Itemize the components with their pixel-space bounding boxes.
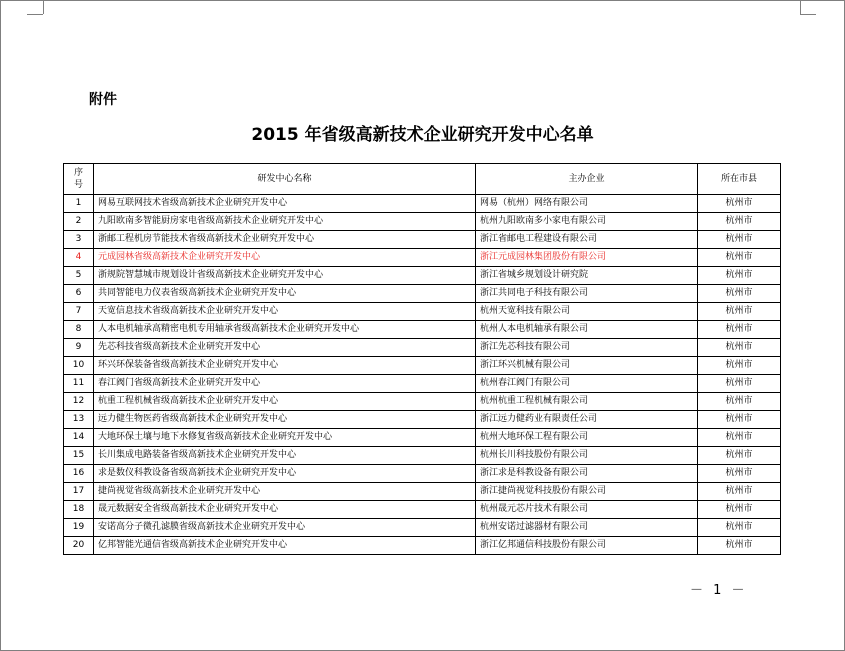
cell-seq: 14 [64, 429, 94, 447]
cell-center-name: 浙邮工程机房节能技术省级高新技术企业研究开发中心 [94, 231, 476, 249]
cell-city: 杭州市 [698, 339, 781, 357]
cell-company: 浙江共同电子科技有限公司 [476, 285, 698, 303]
cell-center-name: 先芯科技省级高新技术企业研究开发中心 [94, 339, 476, 357]
cell-company: 杭州杭重工程机械有限公司 [476, 393, 698, 411]
cell-city: 杭州市 [698, 537, 781, 555]
cell-city: 杭州市 [698, 501, 781, 519]
table-row [64, 519, 781, 537]
cell-seq: 12 [64, 393, 94, 411]
cell-center-name: 晟元数据安全省级高新技术企业研究开发中心 [94, 501, 476, 519]
cell-city: 杭州市 [698, 357, 781, 375]
cell-company: 杭州九阳欧南多小家电有限公司 [476, 213, 698, 231]
cell-city: 杭州市 [698, 447, 781, 465]
cell-seq: 15 [64, 447, 94, 465]
header-seq-line2: 号 [73, 180, 83, 190]
page-title: 2015 年省级高新技术企业研究开发中心名单 [251, 125, 594, 145]
cell-seq: 1 [64, 195, 94, 213]
cell-center-name: 共同智能电力仪表省级高新技术企业研究开发中心 [94, 285, 476, 303]
cell-seq: 2 [64, 213, 94, 231]
cell-company: 杭州长川科技股份有限公司 [476, 447, 698, 465]
crop-mark-top-right [800, 0, 801, 14]
table-header-row [64, 164, 781, 195]
cell-city: 杭州市 [698, 231, 781, 249]
cell-company: 杭州春江阀门有限公司 [476, 375, 698, 393]
table-row [64, 429, 781, 447]
cell-seq: 8 [64, 321, 94, 339]
cell-city: 杭州市 [698, 267, 781, 285]
cell-center-name: 人本电机轴承高精密电机专用轴承省级高新技术企业研究开发中心 [94, 321, 476, 339]
cell-city: 杭州市 [698, 249, 781, 267]
cell-city: 杭州市 [698, 465, 781, 483]
cell-company: 浙江远力健药业有限责任公司 [476, 411, 698, 429]
cell-city: 杭州市 [698, 375, 781, 393]
header-center-name: 研发中心名称 [94, 164, 476, 195]
table-row [64, 339, 781, 357]
cell-center-name: 网易互联网技术省级高新技术企业研究开发中心 [94, 195, 476, 213]
cell-city: 杭州市 [698, 321, 781, 339]
cell-center-name: 求是数仪科教设备省级高新技术企业研究开发中心 [94, 465, 476, 483]
cell-center-name: 天宽信息技术省级高新技术企业研究开发中心 [94, 303, 476, 321]
cell-center-name: 远力健生物医药省级高新技术企业研究开发中心 [94, 411, 476, 429]
cell-center-name: 大地环保土壤与地下水修复省级高新技术企业研究开发中心 [94, 429, 476, 447]
cell-center-name: 春江阀门省级高新技术企业研究开发中心 [94, 375, 476, 393]
cell-seq: 4 [64, 249, 94, 267]
table-row [64, 303, 781, 321]
cell-city: 杭州市 [698, 285, 781, 303]
cell-company: 浙江先芯科技有限公司 [476, 339, 698, 357]
cell-company: 杭州晟元芯片技术有限公司 [476, 501, 698, 519]
cell-center-name: 亿邦智能光通信省级高新技术企业研究开发中心 [94, 537, 476, 555]
cell-company: 杭州安诺过滤器材有限公司 [476, 519, 698, 537]
header-city: 所在市县 [698, 164, 781, 195]
cell-center-name: 杭重工程机械省级高新技术企业研究开发中心 [94, 393, 476, 411]
cell-company: 浙江捷尚视觉科技股份有限公司 [476, 483, 698, 501]
cell-seq: 5 [64, 267, 94, 285]
rd-center-table [63, 163, 781, 555]
table-row [64, 375, 781, 393]
table-row [64, 249, 781, 267]
cell-company: 浙江亿邦通信科技股份有限公司 [476, 537, 698, 555]
crop-mark-top-right-horizontal [800, 14, 816, 15]
cell-seq: 10 [64, 357, 94, 375]
cell-center-name: 安诺高分子微孔滤膜省级高新技术企业研究开发中心 [94, 519, 476, 537]
cell-seq: 7 [64, 303, 94, 321]
header-company: 主办企业 [476, 164, 698, 195]
cell-city: 杭州市 [698, 483, 781, 501]
cell-company: 浙江求是科教设备有限公司 [476, 465, 698, 483]
cell-seq: 16 [64, 465, 94, 483]
cell-city: 杭州市 [698, 429, 781, 447]
cell-city: 杭州市 [698, 519, 781, 537]
cell-city: 杭州市 [698, 303, 781, 321]
cell-seq: 3 [64, 231, 94, 249]
cell-company: 杭州大地环保工程有限公司 [476, 429, 698, 447]
table-row [64, 393, 781, 411]
table-row [64, 447, 781, 465]
page-number: － 1 － [690, 583, 748, 598]
cell-seq: 11 [64, 375, 94, 393]
table-row [64, 483, 781, 501]
cell-center-name: 环兴环保装备省级高新技术企业研究开发中心 [94, 357, 476, 375]
table-row [64, 465, 781, 483]
cell-center-name: 浙规院智慧城市规划设计省级高新技术企业研究开发中心 [94, 267, 476, 285]
attachment-label: 附件 [89, 92, 117, 108]
cell-company: 网易（杭州）网络有限公司 [476, 195, 698, 213]
table-row [64, 537, 781, 555]
cell-seq: 20 [64, 537, 94, 555]
cell-company: 杭州天宽科技有限公司 [476, 303, 698, 321]
cell-center-name: 捷尚视觉省级高新技术企业研究开发中心 [94, 483, 476, 501]
cell-center-name: 九阳欧南多智能厨房家电省级高新技术企业研究开发中心 [94, 213, 476, 231]
cell-city: 杭州市 [698, 411, 781, 429]
cell-company: 杭州人本电机轴承有限公司 [476, 321, 698, 339]
header-seq [64, 164, 94, 195]
cell-company: 浙江元成园林集团股份有限公司 [476, 249, 698, 267]
cell-center-name: 长川集成电路装备省级高新技术企业研究开发中心 [94, 447, 476, 465]
cell-city: 杭州市 [698, 195, 781, 213]
table-row [64, 411, 781, 429]
cell-center-name: 元成园林省级高新技术企业研究开发中心 [94, 249, 476, 267]
table-row [64, 267, 781, 285]
crop-mark-top-left-horizontal [27, 14, 43, 15]
cell-city: 杭州市 [698, 393, 781, 411]
cell-company: 浙江环兴机械有限公司 [476, 357, 698, 375]
table-row [64, 195, 781, 213]
table-row [64, 213, 781, 231]
cell-seq: 9 [64, 339, 94, 357]
cell-seq: 18 [64, 501, 94, 519]
table-body [64, 195, 781, 555]
crop-mark-top-left [43, 0, 44, 14]
cell-company: 浙江省城乡规划设计研究院 [476, 267, 698, 285]
table-row [64, 501, 781, 519]
table-row [64, 231, 781, 249]
table-row [64, 285, 781, 303]
table-row [64, 321, 781, 339]
cell-city: 杭州市 [698, 213, 781, 231]
header-seq-line1: 序 [73, 168, 83, 178]
cell-seq: 17 [64, 483, 94, 501]
cell-company: 浙江省邮电工程建设有限公司 [476, 231, 698, 249]
cell-seq: 13 [64, 411, 94, 429]
cell-seq: 19 [64, 519, 94, 537]
cell-seq: 6 [64, 285, 94, 303]
table-row [64, 357, 781, 375]
